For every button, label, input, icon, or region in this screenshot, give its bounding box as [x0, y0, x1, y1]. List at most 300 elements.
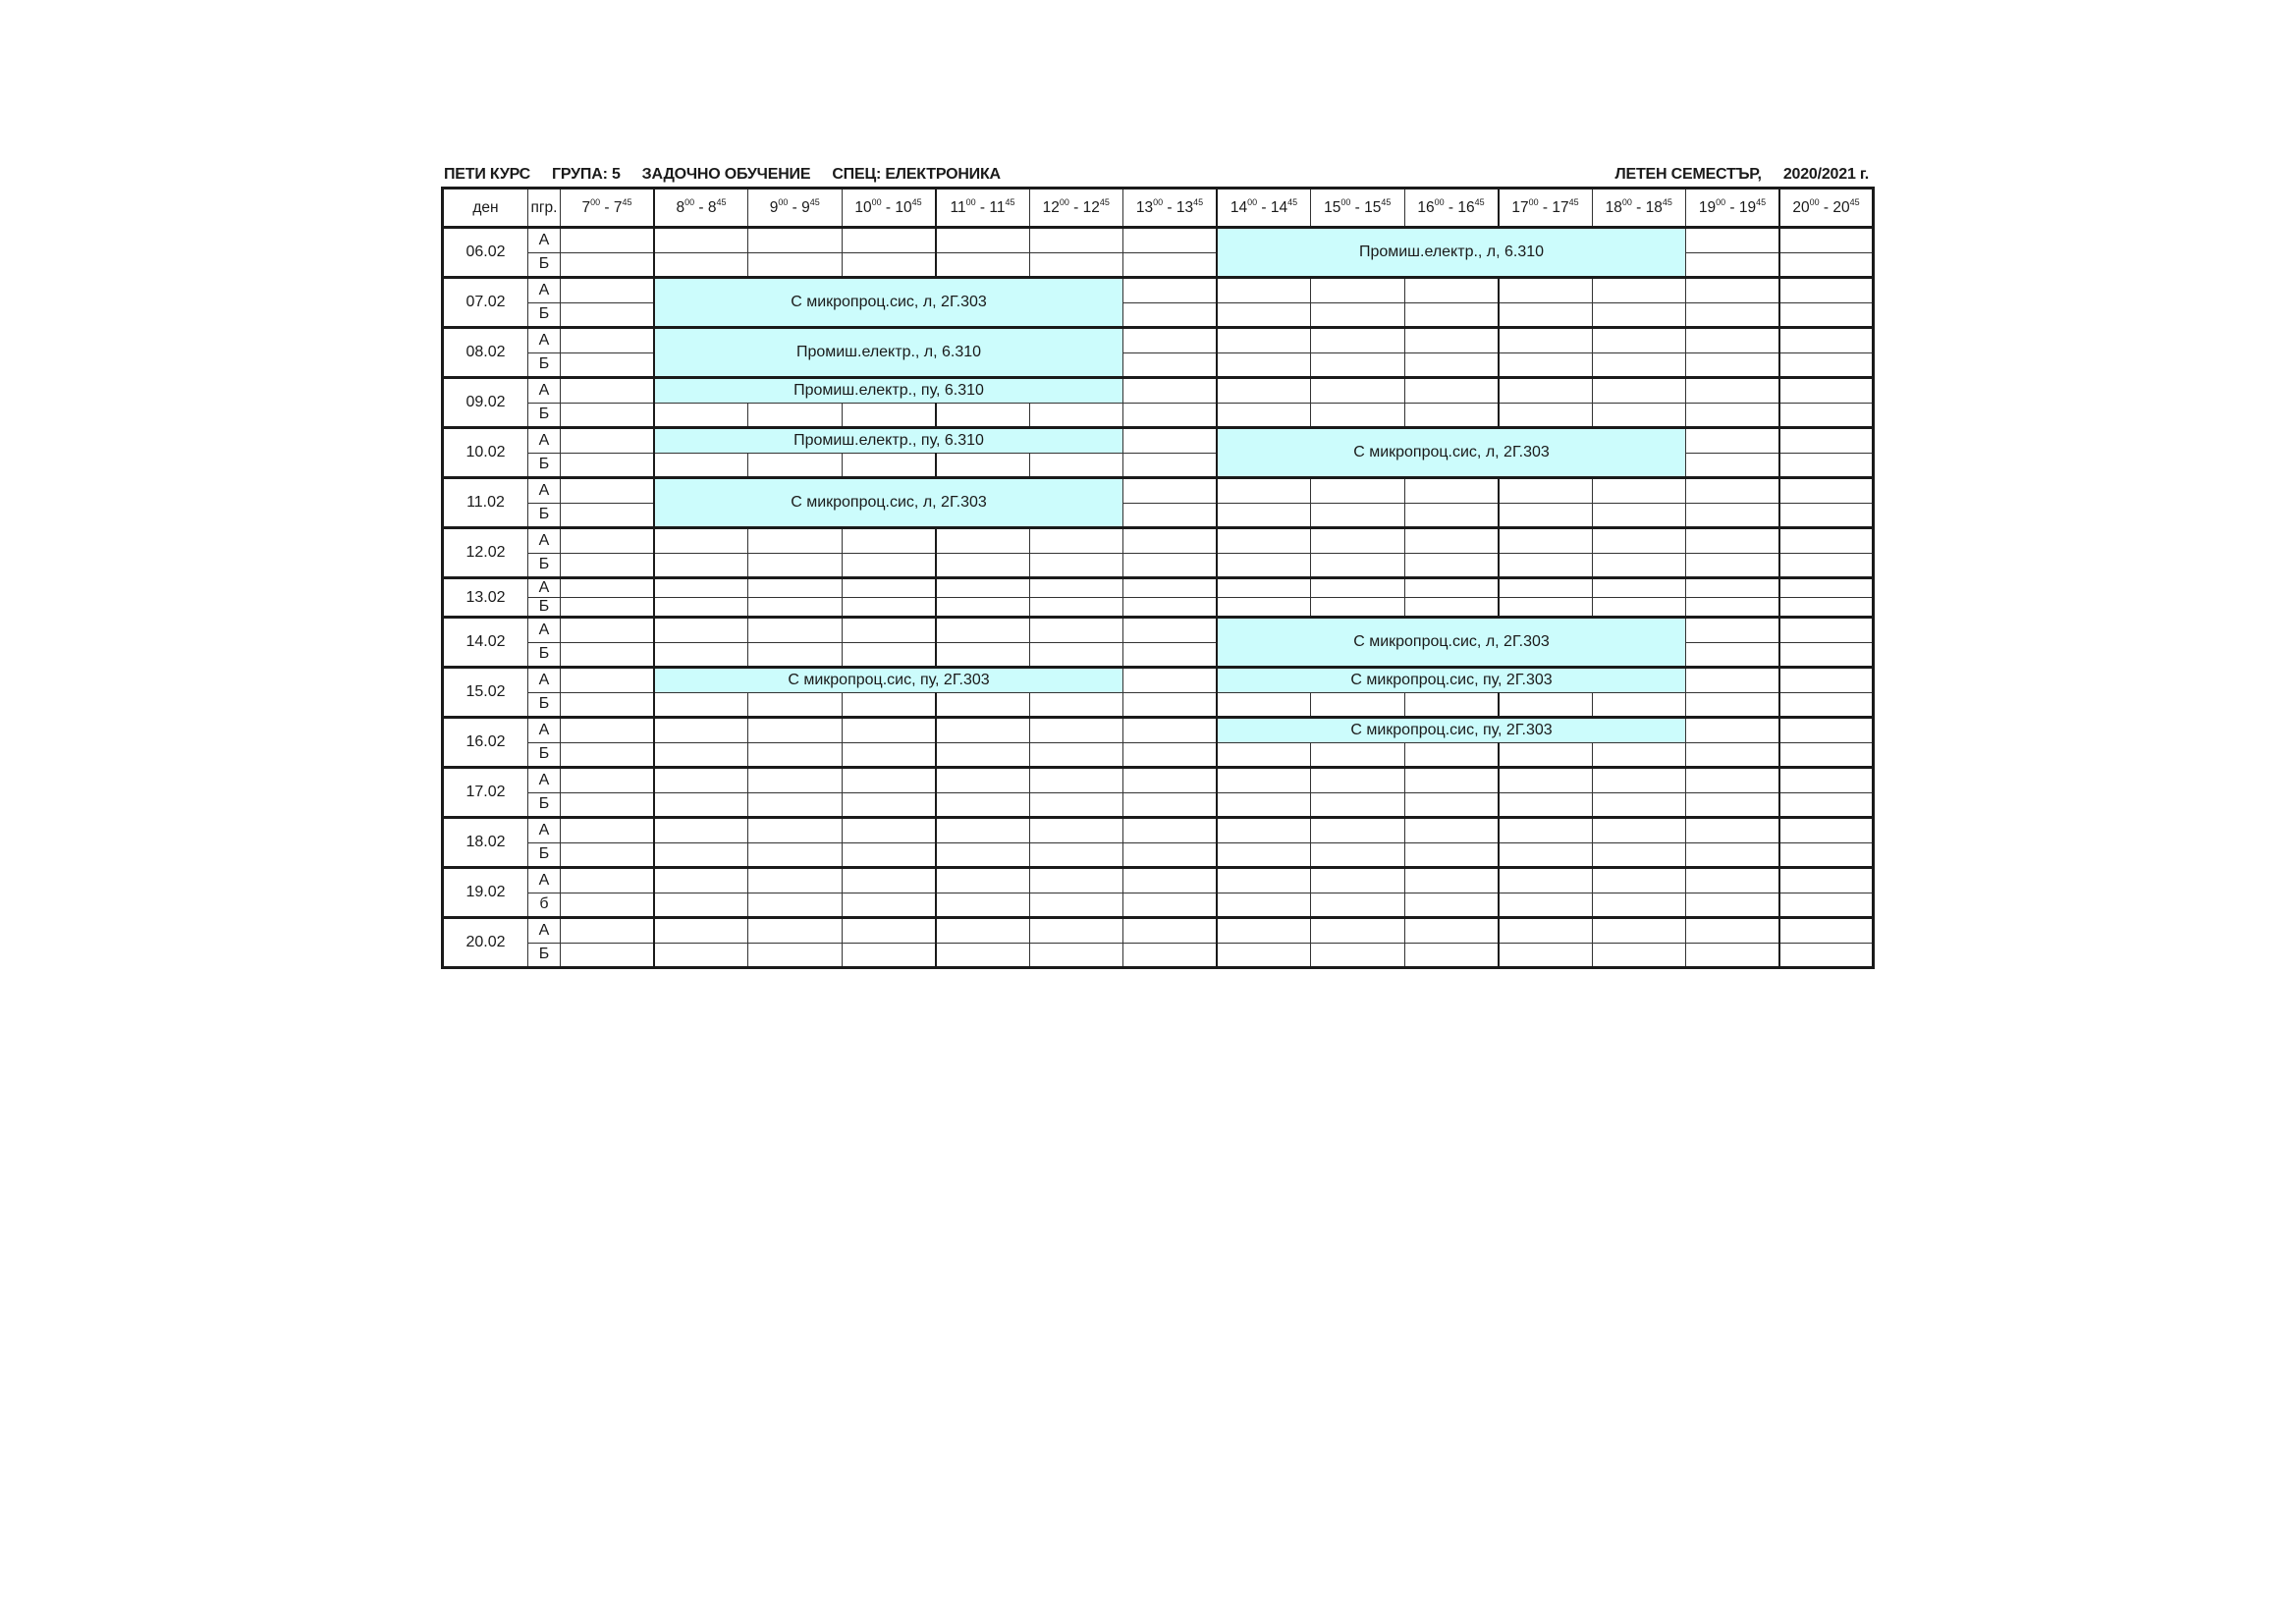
empty-slot-cell	[1499, 553, 1593, 578]
class-event-cell[interactable]: Промиш.електр., л, 6.310	[654, 328, 1123, 378]
empty-slot-cell	[1499, 943, 1593, 968]
subgroup-cell: А	[528, 668, 561, 693]
slot-start-minutes: 00	[684, 196, 695, 207]
empty-slot-cell	[1029, 868, 1123, 893]
class-event-cell[interactable]: С микропроц.сис, пу, 2Г.303	[1217, 668, 1686, 693]
empty-slot-cell	[561, 842, 655, 868]
semester-label: ЛЕТЕН СЕМЕСТЪР,	[1614, 166, 1762, 183]
empty-slot-cell	[1311, 528, 1405, 554]
empty-slot-cell	[1404, 578, 1499, 598]
empty-slot-cell	[561, 792, 655, 818]
empty-slot-cell	[748, 692, 843, 718]
empty-slot-cell	[1123, 278, 1218, 303]
empty-slot-cell	[1311, 598, 1405, 618]
empty-slot-cell	[748, 528, 843, 554]
empty-slot-cell	[654, 553, 748, 578]
slot-start-minutes: 00	[1247, 196, 1258, 207]
empty-slot-cell	[1686, 692, 1780, 718]
empty-slot-cell	[842, 642, 936, 668]
empty-slot-cell	[1779, 328, 1874, 353]
empty-slot-cell	[936, 692, 1030, 718]
academic-year-label: 2020/2021 г.	[1782, 166, 1869, 183]
empty-slot-cell	[1029, 918, 1123, 944]
slot-start-minutes: 00	[965, 196, 976, 207]
specialty-label: СПЕЦ: ЕЛЕКТРОНИКА	[832, 166, 1001, 183]
subgroup-cell: А	[528, 578, 561, 598]
time-slot-header	[561, 189, 655, 228]
schedule-row	[443, 792, 1874, 818]
schedule-row	[443, 893, 1874, 918]
empty-slot-cell	[936, 618, 1030, 643]
empty-slot-cell	[1123, 578, 1218, 598]
empty-slot-cell	[1404, 478, 1499, 504]
slot-start-hour: 12	[1042, 198, 1060, 216]
empty-slot-cell	[1311, 792, 1405, 818]
empty-slot-cell	[1592, 528, 1686, 554]
date-cell: 08.02	[443, 328, 528, 378]
empty-slot-cell	[936, 918, 1030, 944]
empty-slot-cell	[654, 692, 748, 718]
slot-start-hour: 11	[950, 198, 966, 216]
slot-end-minutes: 45	[1662, 196, 1672, 207]
empty-slot-cell	[1779, 943, 1874, 968]
schedule-row	[443, 278, 1874, 303]
slot-separator: -	[600, 198, 614, 216]
empty-slot-cell	[654, 893, 748, 918]
empty-slot-cell	[1499, 893, 1593, 918]
empty-slot-cell	[1779, 692, 1874, 718]
date-cell: 07.02	[443, 278, 528, 328]
empty-slot-cell	[936, 868, 1030, 893]
class-event-cell[interactable]: С микропроц.сис, л, 2Г.303	[1217, 428, 1686, 478]
schedule-row	[443, 403, 1874, 428]
empty-slot-cell	[1499, 598, 1593, 618]
empty-slot-cell	[842, 252, 936, 278]
empty-slot-cell	[1592, 868, 1686, 893]
empty-slot-cell	[936, 792, 1030, 818]
schedule-row	[443, 478, 1874, 504]
empty-slot-cell	[654, 528, 748, 554]
empty-slot-cell	[654, 768, 748, 793]
empty-slot-cell	[936, 453, 1030, 478]
empty-slot-cell	[1686, 252, 1780, 278]
empty-slot-cell	[1779, 428, 1874, 454]
empty-slot-cell	[561, 528, 655, 554]
empty-slot-cell	[842, 918, 936, 944]
empty-slot-cell	[1779, 842, 1874, 868]
class-event-cell[interactable]: С микропроц.сис, л, 2Г.303	[654, 278, 1123, 328]
time-slot-header	[748, 189, 843, 228]
empty-slot-cell	[1029, 718, 1123, 743]
empty-slot-cell	[748, 768, 843, 793]
empty-slot-cell	[1499, 792, 1593, 818]
empty-slot-cell	[1499, 768, 1593, 793]
empty-slot-cell	[1499, 503, 1593, 528]
slot-end-minutes: 45	[1287, 196, 1298, 207]
slot-start-minutes: 00	[1716, 196, 1726, 207]
empty-slot-cell	[1592, 553, 1686, 578]
empty-slot-cell	[1217, 553, 1311, 578]
empty-slot-cell	[936, 228, 1030, 253]
empty-slot-cell	[1029, 642, 1123, 668]
empty-slot-cell	[561, 943, 655, 968]
empty-slot-cell	[842, 792, 936, 818]
empty-slot-cell	[748, 742, 843, 768]
empty-slot-cell	[1686, 598, 1780, 618]
slot-separator: -	[1819, 198, 1833, 216]
empty-slot-cell	[1686, 228, 1780, 253]
slot-separator: -	[1538, 198, 1553, 216]
empty-slot-cell	[936, 642, 1030, 668]
empty-slot-cell	[1217, 598, 1311, 618]
empty-slot-cell	[1779, 403, 1874, 428]
empty-slot-cell	[1686, 893, 1780, 918]
empty-slot-cell	[1123, 842, 1218, 868]
date-cell: 19.02	[443, 868, 528, 918]
empty-slot-cell	[1217, 328, 1311, 353]
empty-slot-cell	[1123, 403, 1218, 428]
slot-separator: -	[975, 198, 990, 216]
empty-slot-cell	[1029, 228, 1123, 253]
schedule-row	[443, 378, 1874, 404]
subgroup-column-header: пгр.	[528, 189, 561, 228]
empty-slot-cell	[748, 893, 843, 918]
empty-slot-cell	[1779, 352, 1874, 378]
slot-end-hour: 15	[1364, 198, 1382, 216]
empty-slot-cell	[1123, 228, 1218, 253]
empty-slot-cell	[654, 868, 748, 893]
empty-slot-cell	[654, 228, 748, 253]
empty-slot-cell	[842, 818, 936, 843]
slot-end-minutes: 45	[1005, 196, 1015, 207]
empty-slot-cell	[1123, 478, 1218, 504]
empty-slot-cell	[936, 252, 1030, 278]
empty-slot-cell	[1779, 718, 1874, 743]
date-cell: 06.02	[443, 228, 528, 278]
empty-slot-cell	[842, 553, 936, 578]
empty-slot-cell	[1217, 692, 1311, 718]
empty-slot-cell	[561, 503, 655, 528]
empty-slot-cell	[561, 252, 655, 278]
slot-end-hour: 10	[895, 198, 912, 216]
slot-end-hour: 19	[1738, 198, 1757, 216]
schedule-row	[443, 768, 1874, 793]
empty-slot-cell	[561, 278, 655, 303]
schedule-row	[443, 553, 1874, 578]
subgroup-cell: А	[528, 768, 561, 793]
empty-slot-cell	[1217, 918, 1311, 944]
empty-slot-cell	[1592, 818, 1686, 843]
empty-slot-cell	[1404, 598, 1499, 618]
empty-slot-cell	[748, 228, 843, 253]
empty-slot-cell	[1686, 403, 1780, 428]
empty-slot-cell	[654, 578, 748, 598]
class-event-cell[interactable]: С микропроц.сис, пу, 2Г.303	[1217, 718, 1686, 743]
empty-slot-cell	[842, 618, 936, 643]
schedule-row	[443, 868, 1874, 893]
date-cell: 20.02	[443, 918, 528, 968]
empty-slot-cell	[1686, 553, 1780, 578]
schedule-row	[443, 943, 1874, 968]
slot-start-minutes: 00	[1340, 196, 1351, 207]
empty-slot-cell	[1404, 352, 1499, 378]
empty-slot-cell	[1123, 302, 1218, 328]
time-slot-header	[1217, 189, 1311, 228]
empty-slot-cell	[748, 618, 843, 643]
empty-slot-cell	[1592, 302, 1686, 328]
subgroup-cell: А	[528, 718, 561, 743]
slot-end-hour: 20	[1832, 198, 1850, 216]
slot-start-hour: 17	[1511, 198, 1529, 216]
empty-slot-cell	[842, 868, 936, 893]
course-label: ПЕТИ КУРС	[444, 166, 531, 183]
empty-slot-cell	[1592, 768, 1686, 793]
subgroup-cell: Б	[528, 403, 561, 428]
empty-slot-cell	[1779, 642, 1874, 668]
empty-slot-cell	[1123, 692, 1218, 718]
empty-slot-cell	[1499, 478, 1593, 504]
empty-slot-cell	[1779, 378, 1874, 404]
empty-slot-cell	[654, 403, 748, 428]
class-event-cell[interactable]: С микропроц.сис, л, 2Г.303	[1217, 618, 1686, 668]
empty-slot-cell	[654, 792, 748, 818]
subgroup-cell: Б	[528, 742, 561, 768]
empty-slot-cell	[1217, 503, 1311, 528]
empty-slot-cell	[1029, 768, 1123, 793]
empty-slot-cell	[748, 818, 843, 843]
empty-slot-cell	[1404, 378, 1499, 404]
slot-separator: -	[694, 198, 708, 216]
slot-start-minutes: 00	[1528, 196, 1539, 207]
empty-slot-cell	[1686, 278, 1780, 303]
empty-slot-cell	[842, 742, 936, 768]
subgroup-cell: А	[528, 918, 561, 944]
subgroup-cell: б	[528, 893, 561, 918]
class-event-cell[interactable]: Промиш.електр., пу, 6.310	[654, 378, 1123, 404]
empty-slot-cell	[1311, 943, 1405, 968]
empty-slot-cell	[936, 598, 1030, 618]
subgroup-cell: Б	[528, 792, 561, 818]
slot-start-hour: 19	[1698, 198, 1717, 216]
empty-slot-cell	[1686, 868, 1780, 893]
empty-slot-cell	[1404, 302, 1499, 328]
empty-slot-cell	[1592, 893, 1686, 918]
empty-slot-cell	[1217, 352, 1311, 378]
empty-slot-cell	[1592, 403, 1686, 428]
schedule-row	[443, 692, 1874, 718]
empty-slot-cell	[1686, 792, 1780, 818]
slot-start-hour: 7	[581, 198, 591, 216]
empty-slot-cell	[1779, 893, 1874, 918]
empty-slot-cell	[561, 378, 655, 404]
empty-slot-cell	[1779, 503, 1874, 528]
empty-slot-cell	[561, 598, 655, 618]
empty-slot-cell	[654, 943, 748, 968]
class-event-cell[interactable]: Промиш.електр., пу, 6.310	[654, 428, 1123, 454]
time-slot-header	[1499, 189, 1593, 228]
schedule-row	[443, 842, 1874, 868]
empty-slot-cell	[1404, 692, 1499, 718]
empty-slot-cell	[748, 403, 843, 428]
empty-slot-cell	[561, 868, 655, 893]
schedule-row	[443, 578, 1874, 598]
slot-separator: -	[1631, 198, 1646, 216]
empty-slot-cell	[1029, 252, 1123, 278]
empty-slot-cell	[1123, 553, 1218, 578]
empty-slot-cell	[1311, 918, 1405, 944]
empty-slot-cell	[1499, 278, 1593, 303]
empty-slot-cell	[1311, 278, 1405, 303]
date-cell: 15.02	[443, 668, 528, 718]
empty-slot-cell	[748, 792, 843, 818]
slot-end-hour: 9	[801, 198, 810, 216]
class-event-cell[interactable]: С микропроц.сис, пу, 2Г.303	[654, 668, 1123, 693]
empty-slot-cell	[1686, 742, 1780, 768]
slot-separator: -	[1068, 198, 1083, 216]
slot-end-minutes: 45	[1849, 196, 1860, 207]
empty-slot-cell	[1311, 328, 1405, 353]
empty-slot-cell	[1217, 818, 1311, 843]
empty-slot-cell	[1404, 553, 1499, 578]
date-cell: 11.02	[443, 478, 528, 528]
slot-separator: -	[1350, 198, 1365, 216]
empty-slot-cell	[1404, 893, 1499, 918]
empty-slot-cell	[1686, 302, 1780, 328]
empty-slot-cell	[1123, 378, 1218, 404]
time-slot-header	[1404, 189, 1499, 228]
empty-slot-cell	[1592, 478, 1686, 504]
empty-slot-cell	[936, 943, 1030, 968]
empty-slot-cell	[1499, 302, 1593, 328]
empty-slot-cell	[1311, 403, 1405, 428]
slot-start-hour: 13	[1135, 198, 1154, 216]
empty-slot-cell	[654, 453, 748, 478]
empty-slot-cell	[1311, 818, 1405, 843]
empty-slot-cell	[1779, 742, 1874, 768]
empty-slot-cell	[561, 818, 655, 843]
slot-start-minutes: 00	[1809, 196, 1820, 207]
schedule-header	[441, 163, 1872, 187]
empty-slot-cell	[936, 528, 1030, 554]
slot-end-minutes: 45	[911, 196, 922, 207]
empty-slot-cell	[1123, 792, 1218, 818]
empty-slot-cell	[1592, 278, 1686, 303]
empty-slot-cell	[1311, 893, 1405, 918]
empty-slot-cell	[561, 478, 655, 504]
empty-slot-cell	[1029, 842, 1123, 868]
slot-separator: -	[881, 198, 896, 216]
empty-slot-cell	[1592, 742, 1686, 768]
empty-slot-cell	[748, 842, 843, 868]
subgroup-cell: Б	[528, 453, 561, 478]
empty-slot-cell	[1499, 818, 1593, 843]
empty-slot-cell	[1779, 553, 1874, 578]
empty-slot-cell	[936, 718, 1030, 743]
empty-slot-cell	[842, 453, 936, 478]
empty-slot-cell	[1029, 893, 1123, 918]
date-cell: 12.02	[443, 528, 528, 578]
subgroup-cell: А	[528, 278, 561, 303]
empty-slot-cell	[936, 578, 1030, 598]
empty-slot-cell	[1123, 453, 1218, 478]
schedule-row	[443, 918, 1874, 944]
empty-slot-cell	[561, 618, 655, 643]
subgroup-cell: А	[528, 618, 561, 643]
date-cell: 09.02	[443, 378, 528, 428]
empty-slot-cell	[1404, 528, 1499, 554]
slot-separator: -	[1163, 198, 1176, 216]
empty-slot-cell	[842, 692, 936, 718]
slot-start-minutes: 00	[590, 196, 601, 207]
schedule-row	[443, 668, 1874, 693]
slot-start-minutes: 00	[1621, 196, 1632, 207]
empty-slot-cell	[1592, 842, 1686, 868]
slot-end-hour: 13	[1175, 198, 1194, 216]
empty-slot-cell	[654, 842, 748, 868]
empty-slot-cell	[561, 553, 655, 578]
empty-slot-cell	[1404, 792, 1499, 818]
empty-slot-cell	[1499, 403, 1593, 428]
empty-slot-cell	[842, 578, 936, 598]
empty-slot-cell	[654, 818, 748, 843]
empty-slot-cell	[1404, 278, 1499, 303]
empty-slot-cell	[1123, 428, 1218, 454]
empty-slot-cell	[1311, 578, 1405, 598]
empty-slot-cell	[1592, 378, 1686, 404]
empty-slot-cell	[1123, 918, 1218, 944]
empty-slot-cell	[1592, 328, 1686, 353]
slot-end-hour: 17	[1552, 198, 1569, 216]
empty-slot-cell	[1404, 943, 1499, 968]
schedule-row	[443, 228, 1874, 253]
empty-slot-cell	[1123, 642, 1218, 668]
slot-end-minutes: 45	[1099, 196, 1110, 207]
empty-slot-cell	[1686, 618, 1780, 643]
empty-slot-cell	[1779, 792, 1874, 818]
empty-slot-cell	[1499, 528, 1593, 554]
empty-slot-cell	[1029, 598, 1123, 618]
empty-slot-cell	[1123, 893, 1218, 918]
empty-slot-cell	[1499, 742, 1593, 768]
class-event-cell[interactable]: С микропроц.сис, л, 2Г.303	[654, 478, 1123, 528]
empty-slot-cell	[748, 718, 843, 743]
empty-slot-cell	[1123, 668, 1218, 693]
slot-end-minutes: 45	[716, 196, 727, 207]
empty-slot-cell	[654, 742, 748, 768]
empty-slot-cell	[1311, 478, 1405, 504]
slot-start-minutes: 00	[871, 196, 882, 207]
subgroup-cell: Б	[528, 252, 561, 278]
empty-slot-cell	[561, 228, 655, 253]
empty-slot-cell	[842, 768, 936, 793]
slot-end-hour: 14	[1270, 198, 1288, 216]
class-event-cell[interactable]: Промиш.електр., л, 6.310	[1217, 228, 1686, 278]
empty-slot-cell	[1686, 943, 1780, 968]
empty-slot-cell	[1123, 718, 1218, 743]
empty-slot-cell	[1404, 768, 1499, 793]
empty-slot-cell	[1779, 252, 1874, 278]
empty-slot-cell	[1123, 943, 1218, 968]
empty-slot-cell	[1123, 252, 1218, 278]
slot-end-minutes: 45	[1756, 196, 1767, 207]
empty-slot-cell	[561, 642, 655, 668]
empty-slot-cell	[1404, 818, 1499, 843]
empty-slot-cell	[1404, 403, 1499, 428]
empty-slot-cell	[1686, 528, 1780, 554]
empty-slot-cell	[561, 668, 655, 693]
empty-slot-cell	[561, 453, 655, 478]
empty-slot-cell	[748, 252, 843, 278]
